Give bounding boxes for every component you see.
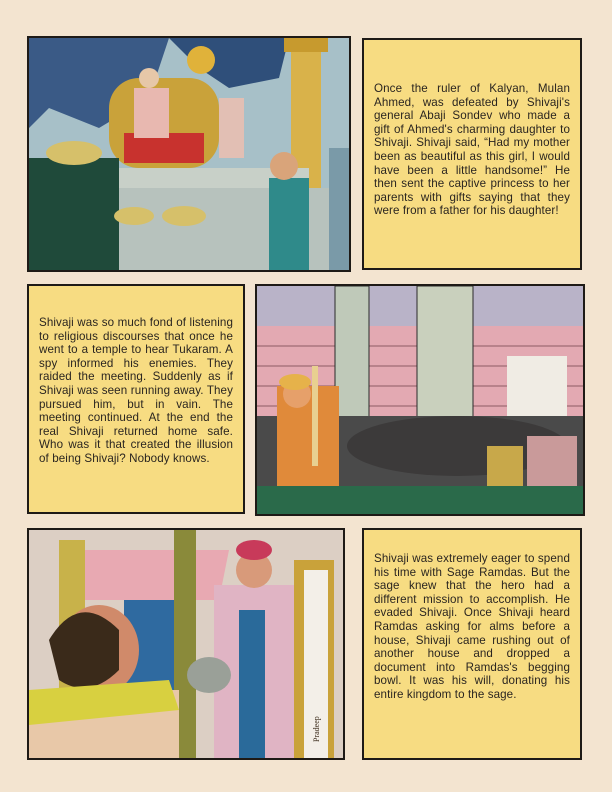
panel-ramdas-scene <box>27 528 345 760</box>
caption-tukaram <box>27 284 245 514</box>
ramdas-illustration <box>29 530 343 758</box>
artist-signature: Pradeep <box>312 716 321 742</box>
panel-temple-scene <box>255 284 585 516</box>
caption-tukaram-text: Shivaji was so much fond of listening to religious discourses that once he went to a temple to hear Tukaram. A spy informed his enemies. They raided the meeting. Suddenly as if Shivaji was seen running away. They pursued him, but in vain. The meeting continued. At the end the real Shivaji returned home safe. Who was it that created the illusion of being Shivaji? Nobody knows. <box>39 316 233 465</box>
caption-kalyan-text: Once the ruler of Kalyan, Mulan Ahmed, was defeated by Shivaji's general Abaji Sondev who made a gift of Ahmed's charming daughter to Shivaji. Shivaji said, “Had my mother been as beautiful as this girl, I would have been a little handsome!” He then sent the captive princess to her parents with gifts saying that they were from a father for his daughter! <box>374 82 570 218</box>
temple-illustration <box>257 286 583 514</box>
caption-ramdas-text: Shivaji was extremely eager to spend his time with Sage Ramdas. But the sage knew that the hero had a different mission to accomplish. He evaded Shivaji. Once Shivaji heard Ramdas asking for alms before a house, Shivaji came rushing out of another house and dropped a document into Ramdas's begging bowl. It was his will, donating his entire kingdom to the sage. <box>374 552 570 701</box>
court-illustration <box>29 38 349 270</box>
caption-ramdas <box>362 528 582 760</box>
caption-kalyan <box>362 38 582 270</box>
panel-court-scene <box>27 36 351 272</box>
